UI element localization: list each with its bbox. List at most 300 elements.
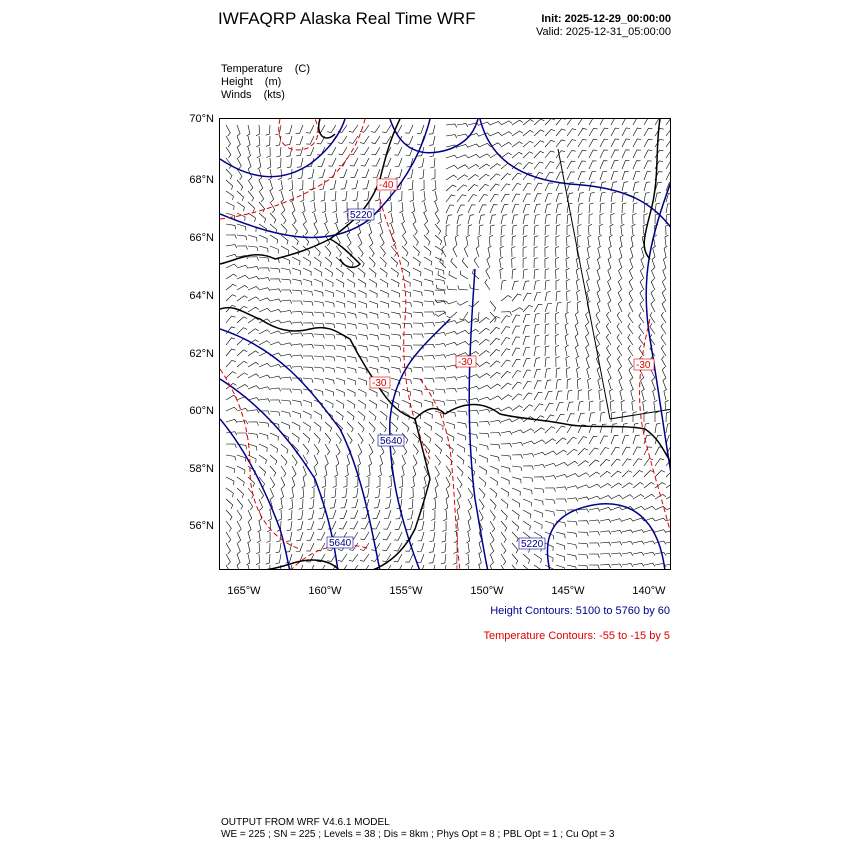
wind-barb (534, 183, 542, 191)
wind-barb (652, 378, 655, 389)
wind-barb (341, 499, 347, 508)
wind-barb (556, 225, 560, 235)
wind-barb (358, 323, 367, 329)
wind-barb (369, 356, 378, 362)
wind-barb (270, 444, 278, 453)
wind-barb (248, 191, 254, 201)
wind-barb (360, 125, 369, 132)
wind-barb (468, 340, 479, 345)
wind-barb (600, 471, 611, 477)
wind-barb (567, 129, 576, 136)
wind-barb (292, 477, 295, 488)
wind-barb (501, 407, 512, 411)
wind-barb (652, 257, 655, 268)
wind-barb (523, 521, 531, 530)
wind-barb (600, 128, 608, 136)
wind-barb (556, 450, 567, 455)
wind-barb (319, 169, 326, 178)
wind-barb (490, 543, 494, 554)
wind-barb (545, 403, 553, 411)
wind-barb (258, 158, 261, 169)
wind-barb (237, 125, 240, 136)
wind-barb (299, 499, 303, 509)
wind-barb (622, 541, 633, 544)
wind-barb (468, 319, 479, 324)
wind-barb (600, 203, 605, 213)
wind-barb (237, 373, 248, 378)
wind-barb (523, 204, 530, 213)
wind-barb (329, 510, 336, 519)
wind-barb (523, 510, 531, 518)
wind-barb (435, 290, 445, 294)
wind-barb (490, 174, 500, 180)
height-contour-label: 5220 (521, 539, 544, 550)
wind-barb (501, 236, 505, 247)
wind-barb (556, 426, 566, 433)
wind-barb (472, 269, 479, 279)
wind-barb (226, 565, 230, 570)
wind-barb (413, 312, 423, 317)
wind-barb (468, 488, 473, 499)
wind-barb (534, 477, 545, 481)
wind-barb (290, 488, 293, 499)
wind-barb (281, 332, 292, 335)
wind-barb (578, 150, 586, 158)
wind-barb (597, 301, 600, 312)
wind-barb (226, 224, 236, 229)
wind-barb (292, 344, 303, 348)
wind-barb (297, 521, 303, 530)
wind-barb (488, 246, 491, 257)
wind-barb (639, 312, 644, 323)
wind-barb (512, 194, 520, 202)
wind-barb (490, 350, 500, 357)
wind-barb (259, 363, 270, 367)
wind-barb (418, 521, 424, 531)
wind-barb (597, 268, 600, 279)
wind-barb (391, 323, 401, 328)
wind-barb (620, 389, 623, 400)
wind-barb (600, 182, 606, 191)
wind-barb (589, 472, 600, 477)
wind-barb (259, 169, 262, 180)
wind-barb (490, 301, 496, 311)
wind-barb (336, 455, 339, 466)
wind-barb (633, 213, 637, 224)
wind-barb (479, 184, 489, 191)
wind-barb (501, 205, 508, 213)
wind-barb (292, 213, 296, 224)
wind-barb (413, 367, 423, 372)
wind-barb (321, 191, 325, 201)
wind-barb (303, 345, 314, 349)
wind-barb (501, 395, 512, 400)
wind-barb (523, 152, 533, 158)
wind-barb (446, 488, 449, 499)
wind-barb (292, 268, 301, 275)
wind-barb (644, 541, 655, 544)
wind-barb (352, 180, 358, 189)
wind-barb (257, 532, 261, 543)
wind-barb (435, 202, 438, 213)
wind-barb (277, 158, 281, 168)
init-time: Init: 2025-12-29_00:00:00 (541, 13, 671, 25)
wind-barb (512, 131, 523, 136)
wind-barb (639, 323, 644, 334)
wind-barb (501, 543, 506, 554)
wind-barb (402, 312, 412, 317)
wind-barb (278, 510, 282, 521)
wind-barb (629, 301, 633, 312)
wind-barb (276, 532, 281, 542)
wind-barb (512, 394, 522, 400)
wind-barb (545, 214, 550, 224)
wind-barb (651, 301, 655, 312)
wind-barb (286, 125, 293, 134)
wind-barb (317, 532, 325, 540)
wind-barb (578, 437, 587, 444)
wind-barb (424, 224, 429, 235)
wind-barb (441, 554, 446, 564)
wind-barb (248, 433, 258, 438)
wind-barb (358, 378, 367, 385)
wind-barb (237, 408, 248, 411)
wind-barb (247, 125, 250, 136)
wind-barb (501, 510, 507, 520)
wind-barb (630, 257, 633, 268)
wind-barb (435, 235, 442, 245)
wind-barb (457, 455, 464, 464)
wind-barb (644, 139, 652, 147)
wind-barb (281, 310, 292, 314)
wind-barb (479, 318, 490, 324)
wind-barb (622, 119, 630, 125)
wind-barb (303, 268, 311, 276)
wind-barb (523, 488, 532, 494)
wind-barb (358, 279, 366, 288)
wind-barb (281, 257, 289, 264)
wind-barb (369, 367, 378, 373)
wind-barb (453, 554, 457, 564)
wind-barb (589, 565, 599, 569)
field-temperature (221, 63, 310, 75)
wind-barb (259, 288, 270, 291)
wind-barb (633, 119, 641, 125)
wind-barb (534, 162, 543, 169)
wind-barb (380, 290, 388, 298)
wind-barb (429, 543, 435, 552)
wind-barb (556, 487, 567, 490)
wind-barb (385, 499, 391, 508)
wind-barb (314, 279, 322, 286)
wind-barb (451, 258, 457, 268)
wind-barb (618, 290, 622, 301)
wind-barb (325, 257, 332, 267)
wind-barb (347, 389, 355, 397)
wind-barb (347, 378, 356, 385)
wind-barb (578, 521, 589, 525)
wind-barb (644, 192, 650, 202)
wind-barb (556, 475, 567, 478)
wind-barb (501, 521, 507, 531)
wind-barb (278, 169, 282, 180)
wind-barb (556, 291, 561, 301)
wind-barb (664, 389, 667, 400)
wind-barb (589, 172, 596, 181)
wind-barb (512, 554, 518, 564)
wind-barb (270, 433, 278, 441)
wind-barb (523, 281, 529, 290)
wind-barb (512, 294, 522, 301)
wind-barb (655, 193, 661, 202)
wind-barb (567, 461, 578, 466)
wind-barb (376, 477, 380, 488)
wind-barb (479, 499, 484, 510)
wind-barb (226, 419, 237, 422)
wind-barb (299, 180, 303, 190)
lon-label: 160°W (308, 585, 342, 597)
wind-barb (413, 290, 422, 296)
wind-barb (633, 128, 641, 136)
wind-barb (413, 268, 421, 276)
wind-barb (391, 356, 401, 361)
wind-barb (644, 172, 651, 181)
wind-barb (578, 532, 588, 536)
wind-barb (490, 384, 501, 389)
wind-barb (361, 521, 369, 529)
wind-barb (447, 312, 457, 318)
wind-barb (666, 541, 671, 544)
wind-barb (447, 285, 457, 290)
wind-barb (545, 194, 552, 203)
wind-barb (325, 246, 331, 256)
wind-barb (556, 414, 565, 422)
wind-barb (545, 269, 549, 279)
wind-barb (597, 290, 600, 301)
wind-barb (567, 437, 577, 444)
wind-barb (578, 461, 589, 466)
wind-barb (457, 175, 468, 180)
wind-barb (545, 324, 549, 334)
wind-barb (330, 499, 336, 508)
wind-barb (467, 521, 470, 532)
wind-barb (303, 334, 314, 338)
wind-barb (501, 554, 506, 565)
wind-barb (622, 471, 632, 477)
wind-barb (457, 388, 468, 391)
wind-barb (256, 125, 260, 136)
wind-barb (501, 338, 510, 345)
wind-barb (237, 510, 242, 521)
wind-barb (457, 195, 466, 202)
wind-barb (417, 554, 424, 563)
wind-barb (259, 399, 270, 402)
wind-barb (306, 136, 314, 144)
wind-barb (577, 290, 581, 301)
wind-barb (523, 441, 534, 444)
lat-label: 58°N (189, 463, 214, 475)
wind-barb (655, 483, 666, 489)
wind-barb (347, 422, 353, 432)
wind-barb (479, 455, 487, 463)
wind-barb (600, 171, 607, 180)
wind-barb (609, 246, 612, 257)
wind-barb (644, 563, 655, 566)
wind-barb (446, 354, 457, 357)
wind-barb (413, 334, 423, 338)
wind-barb (248, 267, 259, 271)
wind-barb (455, 235, 458, 246)
wind-barb (322, 202, 326, 213)
wind-barb (457, 466, 463, 476)
wind-barb (336, 367, 345, 373)
wind-barb (545, 225, 550, 235)
wind-barb (567, 161, 575, 169)
wind-barb (644, 552, 655, 555)
wind-barb (248, 158, 251, 169)
wind-barb (431, 510, 435, 520)
wind-barb (325, 433, 331, 443)
wind-barb (512, 142, 523, 147)
wind-barb (303, 400, 312, 407)
wind-barb (512, 315, 520, 323)
wind-barb (314, 257, 321, 266)
wind-barb (449, 271, 457, 279)
wind-barb (314, 367, 324, 372)
wind-barb (281, 354, 292, 357)
wind-barb (362, 169, 369, 177)
wind-barb (347, 290, 355, 298)
wind-barb (435, 343, 446, 346)
wind-barb (589, 436, 597, 444)
wind-barb (633, 203, 637, 213)
wind-barb (303, 279, 312, 286)
wind-barb (446, 301, 457, 304)
wind-barb (578, 224, 582, 235)
wind-barb (629, 268, 633, 279)
wind-barb (259, 246, 268, 252)
wind-barb (578, 128, 587, 136)
wind-barb (589, 484, 600, 488)
wind-barb (556, 119, 566, 125)
wind-barb (358, 400, 366, 409)
wind-barb (501, 316, 510, 323)
wind-barb (588, 235, 592, 246)
wind-barb (661, 312, 666, 323)
wind-barb (534, 404, 543, 411)
wind-barb (600, 531, 611, 535)
wind-barb (347, 356, 356, 362)
wind-barb (534, 151, 544, 158)
wind-barb (632, 400, 636, 411)
wind-barb (226, 543, 230, 554)
wind-barb (388, 477, 392, 488)
wind-barb (401, 466, 404, 477)
wind-barb (578, 413, 585, 422)
wind-barb (369, 411, 376, 421)
wind-barb (270, 477, 275, 488)
wind-barb (339, 147, 348, 155)
wind-barb (523, 370, 531, 378)
wind-barb (523, 269, 528, 279)
wind-barb (303, 466, 306, 477)
wind-barb (545, 510, 554, 516)
wind-barb (446, 331, 457, 334)
wind-barb (490, 455, 499, 461)
wind-barb (360, 565, 369, 570)
wind-barb (600, 150, 608, 158)
wind-barb (422, 191, 426, 202)
wind-barb (501, 132, 512, 136)
wind-barb (347, 400, 355, 409)
wind-barb (666, 483, 671, 488)
wind-barb (325, 312, 335, 318)
wind-barb (237, 543, 240, 554)
wind-barb (664, 246, 667, 257)
wind-barb (358, 312, 367, 318)
wind-barb (589, 554, 599, 558)
wind-barb (281, 279, 291, 284)
wind-barb (534, 510, 543, 517)
wind-barb (523, 247, 527, 257)
wind-barb (642, 389, 645, 400)
wind-barb (328, 158, 336, 166)
wind-barb (600, 424, 607, 433)
wind-barb (281, 444, 288, 454)
wind-barb (418, 158, 424, 168)
wind-barb (567, 225, 571, 235)
wind-barb (556, 268, 560, 279)
wind-barb (545, 439, 556, 444)
wind-barb (586, 312, 589, 323)
wind-barb (611, 447, 620, 455)
wind-barb (432, 499, 436, 510)
wind-barb (512, 543, 518, 553)
wind-barb (266, 125, 270, 135)
wind-barb (429, 125, 435, 134)
wind-barb (611, 553, 622, 557)
wind-barb (534, 440, 545, 444)
wind-barb (391, 345, 401, 350)
wind-barb (369, 345, 379, 351)
wind-barb (442, 532, 446, 542)
wind-barb (490, 327, 500, 334)
wind-barb (336, 356, 346, 362)
wind-barb (270, 235, 278, 244)
wind-barb (641, 378, 644, 389)
wind-barb (279, 180, 283, 191)
wind-barb (622, 182, 628, 191)
wind-barb (314, 422, 321, 431)
wind-barb (468, 225, 472, 235)
wind-barb (248, 374, 259, 378)
wind-barb (457, 411, 467, 415)
wind-barb (325, 268, 333, 277)
wind-barb (633, 563, 644, 566)
wind-barb (336, 433, 341, 444)
wind-barb (267, 521, 271, 532)
wind-barb (358, 290, 366, 298)
wind-barb (633, 171, 640, 180)
wind-barb (270, 376, 281, 379)
wind-barb (336, 345, 346, 350)
wind-barb (369, 224, 372, 235)
wind-barb (622, 553, 633, 556)
wind-barb (611, 424, 617, 433)
wind-barb (457, 376, 468, 379)
wind-barb (351, 510, 359, 518)
wind-barb (534, 247, 538, 257)
